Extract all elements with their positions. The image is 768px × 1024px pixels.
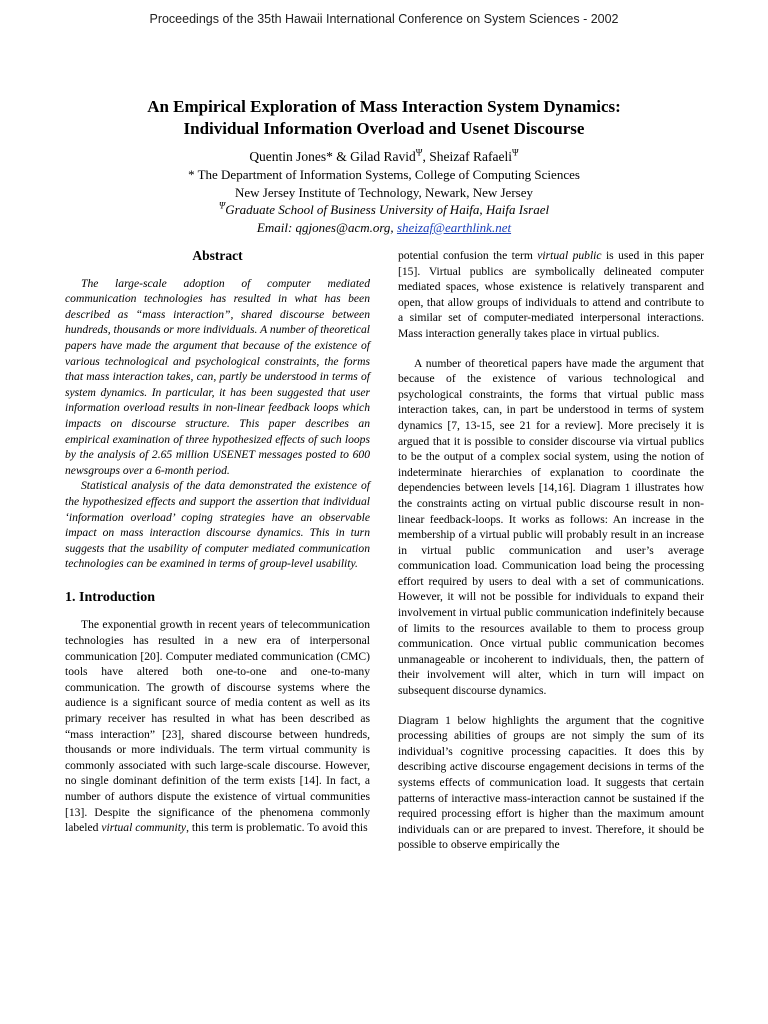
author-name-rafaeli: , Sheizaf Rafaeli	[422, 149, 513, 164]
abstract-paragraph-1: The large-scale adoption of computer mediated communication technologies has resulted in what has been described as “mass interaction”, shared discourse between hundreds, thousands or more individuals. A number of theoretical papers have made the argument that because of the existence of various technological and psychological constraints, the forms that mass interaction takes, can, partly be understood in terms of system dynamics. In particular, it has been suggested that user information overload results in non-linear feedback loops which impacts on discourse structure. This paper describes an empirical examination of three hypothesized effects of such loops by the analysis of 2.65 million USENET messages posted to 600 newsgroups over a 6-month period.	[65, 276, 370, 477]
right-p1-emphasis: virtual public	[537, 249, 602, 262]
affiliation-3-text: Graduate School of Business University of Haifa, Haifa Israel	[225, 202, 550, 217]
right-paragraph-1	[398, 248, 704, 342]
affiliation-2: New Jersey Institute of Technology, Newark, New Jersey	[234, 184, 533, 200]
affiliation-mark: Ψ	[512, 147, 519, 158]
affiliation-3	[0, 201, 768, 219]
intro-paragraph-1	[65, 617, 370, 835]
right-paragraph-2: A number of theoretical papers have made the argument that because of the existence of various technological and psychological constraints, the forms that virtual public mass interaction takes, can, in part be understood in terms of system dynamics [7, 13-15, see 21 for a review]. More precisely it is argued that it is possible to consider discourse via virtual publics to be the output of a complex social system, using the notion of indeterminate hierarchies of explanation to coordinate the dependencies between levels [14,16]. Diagram 1 illustrates how the constraints acting on virtual public discourse result in non-linear feedback-loops. It works as follows: An increase in the membership of a virtual public will probably result in an increase in virtual public communication and user’s average communication load. Communication load being the processing effort required by users to deal with a set of communications. However, it will not be possible for individuals to expand their involvement in virtual public communication indefinitely because of limits to the resources available to them to process group communication. Once virtual public communication becomes unmanageable or incoherent to individuals, then, the pattern of their involvement will alter, which in turn will impact on subsequent discourse dynamics.	[398, 356, 704, 698]
running-head: Proceedings of the 35th Hawaii International Conference on System Sciences - 2002	[149, 12, 619, 26]
email-prefix: Email: qgjones@acm.org,	[256, 219, 397, 235]
author-list	[0, 148, 768, 166]
title-block	[0, 96, 768, 236]
affiliation-mark: Ψ	[218, 200, 226, 211]
intro-text-b: , this term is problematic. To avoid this	[186, 821, 368, 835]
right-p1-text-a: potential confusion the term	[398, 249, 538, 262]
left-column	[65, 248, 370, 836]
intro-emphasis: virtual community	[101, 821, 187, 835]
email-link[interactable]: sheizaf@earthlink.net	[396, 219, 512, 235]
affiliation-1: * The Department of Information Systems, College of Computing Sciences	[188, 167, 580, 182]
abstract-heading: Abstract	[192, 248, 243, 263]
abstract-body	[65, 276, 370, 572]
right-column	[398, 248, 704, 853]
right-p1-text-b: is used in this paper [15]. Virtual publics are symbolically delineated computer mediated spaces, whose existence is relatively transparent and open, that allow groups of individuals to attend and contribute to a similar set of computer-mediated interpersonal interactions. Mass interaction generally takes place in virtual publics.	[398, 249, 705, 340]
section-heading-introduction: 1. Introduction	[65, 589, 155, 605]
paper-title-line-1: An Empirical Exploration of Mass Interaction System Dynamics:	[147, 97, 621, 116]
affiliation-mark: Ψ	[415, 147, 423, 158]
right-paragraph-3: Diagram 1 below highlights the argument that the cognitive processing abilities of groups are not simply the sum of its individual’s cognitive processing capacities. It does this by describing active discourse engagement decisions in terms of the systems effects of communication load. It suggests that certain patterns of interactive mass-interaction cannot be sustained if the required processing effort is higher than the maximum amount individuals can or are prepared to invest. Therefore, it should be possible to observe empirically the	[398, 713, 704, 852]
abstract-paragraph-2: Statistical analysis of the data demonstrated the existence of the hypothesized effects and support the assertion that individual ‘information overload’ coping strategies have an observable impact on mass interaction discourse dynamics. This in turn suggests that the usability of computer mediated communication technologies can be examined in terms of group-level usability.	[65, 479, 370, 571]
author-names: Quentin Jones* & Gilad Ravid	[249, 149, 416, 164]
paper-title-line-2: Individual Information Overload and Usenet Discourse	[183, 119, 585, 138]
intro-text-a: The exponential growth in recent years of telecommunication technologies has resulted in a new era of interpersonal communication [20]. Computer mediated communication (CMC) tools have altered both one-to-one and one-to-many communication. The growth of discourse systems where the audience is a significant source of media content as well as its primary receiver has resulted in what has been described as “mass interaction” [23], shared discourse between hundreds, thousands or more individuals. The term virtual community is commonly associated with such large-scale discourse. However, no single dominant definition of the term exists [14]. In fact, a number of authors dispute the existence of virtual communities [13]. Despite the significance of the phenomena commonly labeled	[65, 618, 370, 835]
email-line	[0, 219, 768, 237]
